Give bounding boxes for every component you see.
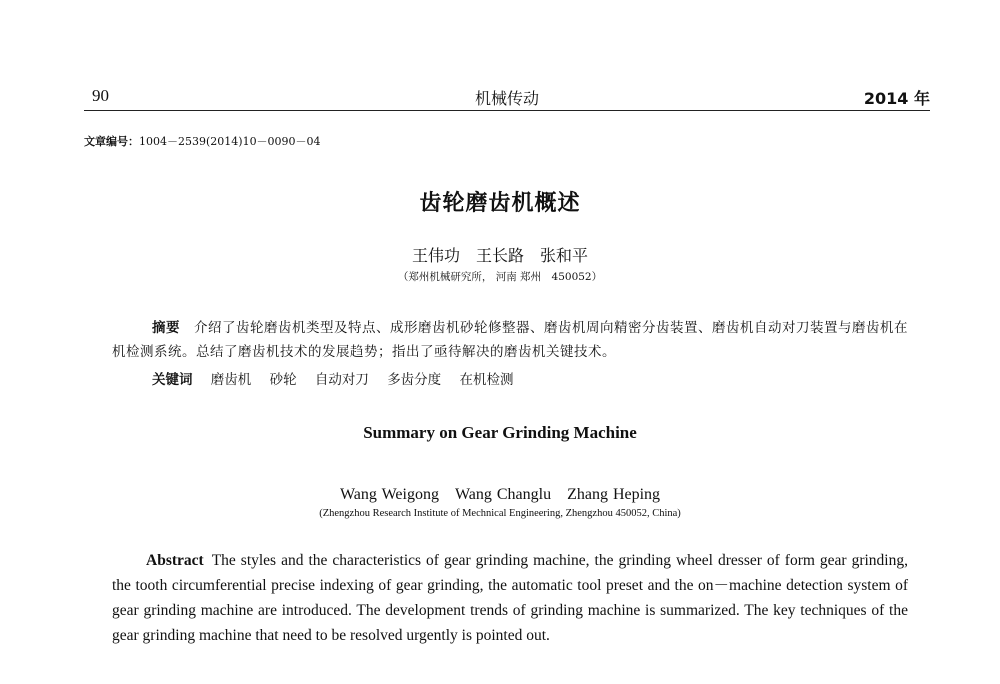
keyword: 砂轮: [269, 372, 297, 388]
article-id-value: 1004－2539(2014)10－0090－04: [139, 135, 321, 148]
abstract-english-text: The styles and the characteristics of gear grinding machine, the grinding wheel dresser of form gear grinding, the tooth circumferential precise indexing of gear grinding, the automatic tool preset and the on－machine detection system of gear grinding machine are introduced. The development trends of grinding machine is summarized. The key techniques of the gear grinding machine that need to be resolved urgently is pointed out.: [112, 552, 908, 644]
page-number: 90: [92, 86, 109, 105]
abstract-chinese-label: 摘要: [152, 320, 180, 336]
abstract-chinese-text: 介绍了齿轮磨齿机类型及特点、成形磨齿机砂轮修整器、磨齿机周向精密分齿装置、磨齿机自动对刀装置与磨齿机在机检测系统。总结了磨齿机技术的发展趋势；指出了亟待解决的磨齿机关键技术。: [112, 320, 908, 360]
keyword: 磨齿机: [210, 372, 252, 388]
journal-name: 机械传动: [474, 89, 539, 108]
keywords-label: 关键词: [152, 372, 193, 388]
affiliation-english: (Zhengzhou Research Institute of Mechnical Engineering, Zhengzhou 450052, China): [319, 508, 681, 519]
authors-chinese: 王伟功 王长路 张和平: [411, 246, 588, 265]
authors-english: Wang Weigong Wang Changlu Zhang Heping: [339, 486, 661, 503]
affiliation-chinese: （郑州机械研究所， 河南 郑州 450052）: [397, 271, 603, 283]
keyword: 多齿分度: [387, 372, 442, 388]
article-id: [84, 133, 321, 149]
title-english: Summary on Gear Grinding Machine: [363, 423, 637, 442]
journal-year: 2014 年: [863, 89, 930, 108]
abstract-english: [112, 548, 908, 648]
abstract-chinese: [112, 316, 912, 364]
keyword: 自动对刀: [314, 372, 369, 388]
title-chinese: 齿轮磨齿机概述: [419, 191, 581, 216]
abstract-english-label: Abstract: [146, 552, 204, 569]
keywords-chinese: [152, 368, 527, 388]
running-header: [84, 86, 930, 111]
article-id-label: 文章编号：: [84, 135, 139, 148]
keyword: 在机检测: [459, 372, 514, 388]
